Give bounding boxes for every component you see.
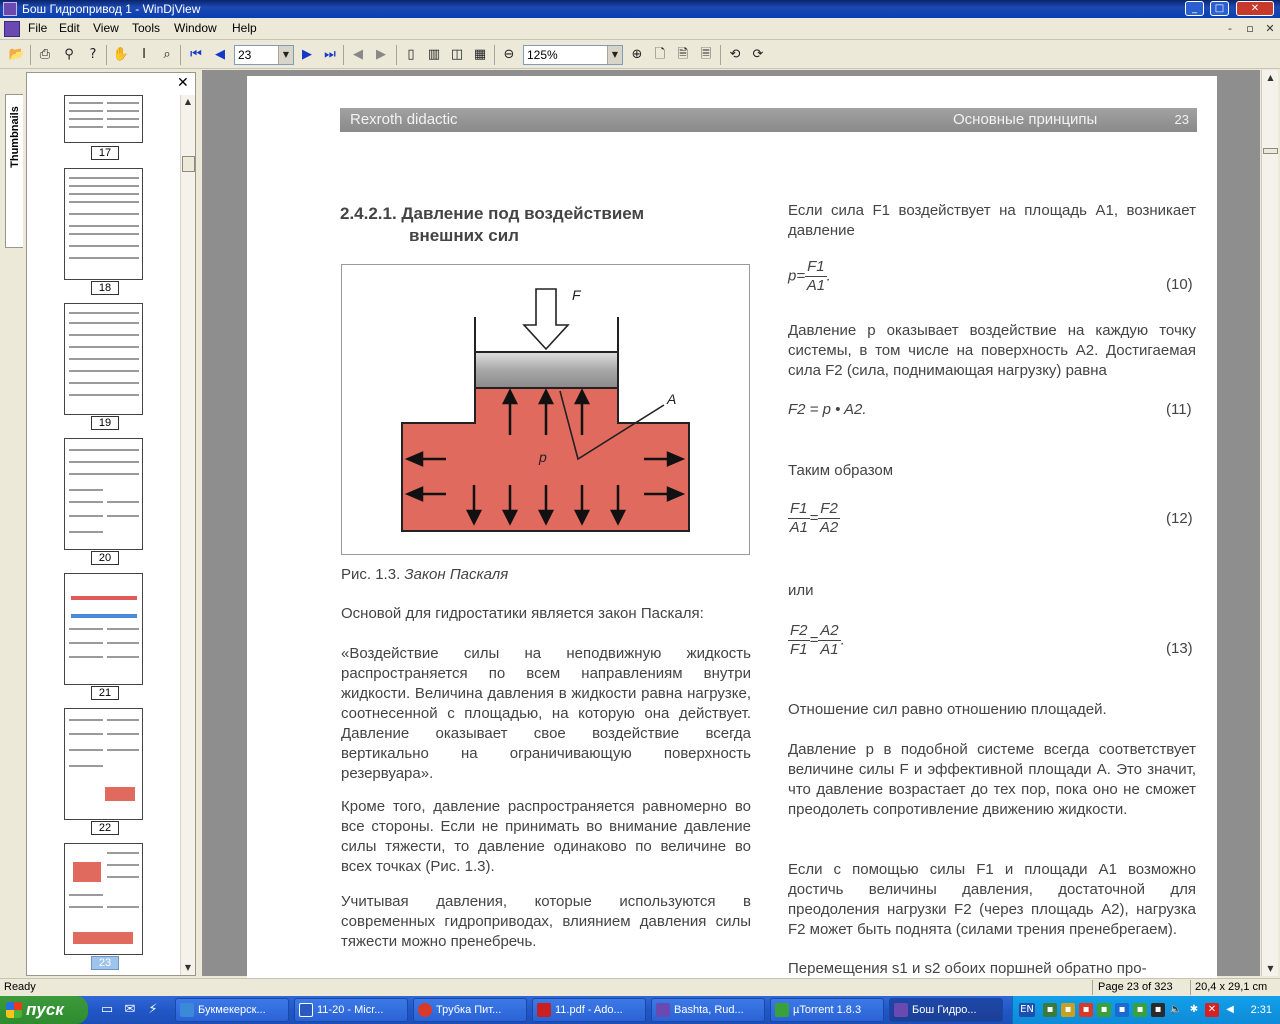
area-label: A (667, 391, 677, 407)
menu-help[interactable]: Help (232, 21, 257, 35)
actual-size-icon[interactable]: 🗋 (654, 47, 666, 62)
task-label: 11-20 - Micr... (317, 1004, 384, 1016)
zoom-value: 125% (527, 48, 558, 62)
zoom-in-icon[interactable]: ⊕ (631, 47, 643, 62)
scroll-down-icon[interactable]: ▼ (184, 963, 192, 972)
facing-pages-icon[interactable]: ◫ (450, 47, 464, 62)
sidebar-tabs (2, 72, 24, 978)
eq12-n1: F1 (790, 500, 808, 517)
task-label: 11.pdf - Ado... (555, 1004, 623, 1016)
separator (720, 45, 721, 65)
equation-10 (788, 258, 831, 295)
language-indicator[interactable]: EN (1020, 1004, 1034, 1015)
paragraph: Перемещения s1 и s2 обоих поршней обратно про- (788, 960, 1147, 976)
thumbnail-page-23[interactable] (64, 843, 143, 955)
menu-view[interactable]: View (93, 21, 119, 35)
thumbnail-page-21[interactable] (64, 573, 143, 685)
utorrent-icon (775, 1003, 789, 1017)
eq10-lhs: p= (788, 267, 806, 285)
viewer-scrollbar[interactable] (1261, 70, 1278, 976)
previous-page-icon[interactable]: ◀ (215, 47, 225, 62)
thumbnail-label[interactable]: 19 (91, 416, 119, 430)
separator (30, 45, 31, 65)
eq13-d1: F1 (790, 641, 808, 658)
tray-icon[interactable]: ▪ (1115, 1003, 1129, 1017)
paragraph: Отношение сил равно отношению площадей. (788, 701, 1107, 718)
thumbnail-page-17[interactable] (64, 95, 143, 143)
eq10-tail: . (826, 267, 831, 285)
menu-edit[interactable]: Edit (59, 21, 80, 35)
paragraph: Если с помощью силы F1 и площади A1 возможно достичь величины давления, достаточной для преодоления нагрузки F2 (через площадь A2), нагрузка F2 может быть поднята (силами трения пренебрегаем). (788, 861, 1196, 938)
help-icon[interactable]: ? (89, 47, 97, 62)
paragraph: Давление p оказывает воздействие на каждую точку системы, в том числе на поверхность A2. Достигаемая сила F2 (сила, поднимающая нагрузку) равна (788, 322, 1196, 379)
paragraph: или (788, 582, 814, 599)
tab-thumbnails-label: Thumbnails (9, 106, 21, 168)
browser-icon (180, 1003, 194, 1017)
eq13-n2: A2 (820, 622, 839, 639)
eq13-d2: A1 (820, 641, 839, 658)
paragraph: Основой для гидростатики является закон Паскаля: (341, 605, 704, 622)
separator (494, 45, 495, 65)
paragraph: Давление p в подобной системе всегда соответствует величине силы F и эффективной площади A. Это значит, что давление возрастает до тех пор, пока оно не сможет преодолеть сопротивление движению жидкости. (788, 741, 1196, 818)
thumbnail-label[interactable]: 21 (91, 686, 119, 700)
tab-thumbnails[interactable] (5, 94, 23, 248)
eq12-d1: A1 (789, 519, 808, 536)
chevron-down-icon[interactable]: ▼ (607, 46, 622, 64)
fit-width-icon[interactable]: 🗎 (677, 47, 689, 62)
header-publisher: Rexroth didactic (350, 111, 458, 128)
task-button[interactable] (770, 998, 884, 1022)
task-label: µTorrent 1.8.3 (793, 1004, 862, 1016)
section-title-line-2: внешних сил (409, 226, 519, 245)
figure-caption (341, 566, 508, 583)
equation-13 (788, 622, 845, 659)
quicklaunch-icon[interactable]: ⚡ (148, 1002, 158, 1017)
status-page: Page 23 of 323 (1098, 981, 1173, 993)
toolbar (0, 41, 1280, 69)
eq12-n2: F2 (820, 500, 838, 517)
eq13-n1: F2 (790, 622, 808, 639)
status-text: Ready (4, 981, 36, 993)
equation-number: (11) (1166, 401, 1192, 418)
menu-window[interactable]: Window (174, 21, 217, 35)
forward-icon[interactable]: ▶ (376, 47, 386, 62)
thumbnail-label[interactable]: 18 (91, 281, 119, 295)
open-icon[interactable]: 📂 (8, 47, 26, 62)
mdi-minimize-button[interactable]: - (1228, 22, 1232, 35)
paragraph: Учитывая давления, которые используются в современных гидроприводах, влиянием давления силы тяжести можно пренебречь. (341, 893, 751, 950)
separator (396, 45, 397, 65)
task-label: Bashta, Rud... (674, 1004, 744, 1016)
separator (343, 45, 344, 65)
print-icon[interactable]: ⎙ (39, 47, 51, 62)
caption-prefix: Рис. 1.3. (341, 566, 401, 583)
eq10-denominator: A1 (806, 277, 826, 294)
mdi-restore-button[interactable]: ▫ (1246, 22, 1254, 35)
continuous-icon[interactable]: ▥ (427, 47, 441, 62)
document-icon[interactable] (4, 21, 20, 37)
thumbnail-label-selected[interactable]: 23 (91, 956, 119, 970)
page-number-select[interactable] (234, 45, 294, 65)
section-title (340, 203, 644, 247)
pascal-law-figure (341, 264, 750, 555)
app-icon (3, 2, 17, 16)
zoom-out-icon[interactable]: ⊖ (503, 47, 515, 62)
title-bar (0, 0, 1280, 18)
tray-icon[interactable]: ▪ (1097, 1003, 1111, 1017)
tray-icon[interactable]: ▪ (1151, 1003, 1165, 1017)
close-button[interactable]: ✕ (1236, 1, 1274, 16)
mdi-close-button[interactable]: ✕ (1265, 22, 1275, 35)
thumbnail-label[interactable]: 22 (91, 821, 119, 835)
bluetooth-icon[interactable]: ✱ (1189, 1004, 1199, 1015)
menu-file[interactable]: File (28, 21, 48, 35)
next-page-icon[interactable]: ▶ (302, 47, 312, 62)
eq13-equals: = (809, 631, 819, 649)
start-button[interactable] (0, 996, 88, 1024)
eq13-tail: . (840, 631, 845, 649)
task-label: Трубка Пит... (436, 1004, 502, 1016)
header-chapter: Основные принципы (953, 111, 1098, 128)
first-page-icon[interactable]: ⏮ (190, 47, 202, 62)
eq10-numerator: F1 (807, 258, 825, 275)
word-icon (299, 1003, 313, 1017)
pdf-icon (537, 1003, 551, 1017)
menu-tools[interactable]: Tools (132, 21, 161, 35)
equation-11: F2 = p • A2. (788, 401, 867, 418)
start-label: пуск (26, 1000, 64, 1019)
tray-icon[interactable]: ▪ (1061, 1003, 1075, 1017)
paragraph: «Воздействие силы на неподвижную жидкость распространяется по всем направлениям внутри жидкости. Величина давления в жидкости равна нагрузке, соотнесенной с площадью, на которую она действует. Давление оказывает свое воздействие всегда вертикально на ограничивающую поверхность резервуара». (341, 645, 751, 782)
header-page-number: 23 (1174, 112, 1189, 127)
scroll-up-icon[interactable]: ▲ (184, 97, 192, 106)
thumbnail-page-18[interactable] (64, 168, 143, 280)
outlook-icon[interactable]: ✉ (124, 1002, 136, 1017)
single-page-icon[interactable]: ▯ (407, 47, 415, 62)
taskbar (0, 996, 1280, 1024)
thumbnail-page-20[interactable] (64, 438, 143, 550)
task-label: Букмекерск... (198, 1004, 266, 1016)
find-icon[interactable]: ⚲ (64, 47, 74, 62)
window-title: Бош Гидропривод 1 - WinDjView (22, 2, 201, 16)
task-button-active[interactable] (889, 998, 1003, 1022)
rotate-left-icon[interactable]: ⟲ (729, 47, 741, 62)
tray-icon[interactable]: ▪ (1133, 1003, 1147, 1017)
tray-icon[interactable]: ✕ (1205, 1003, 1219, 1017)
windows-logo-icon (6, 1002, 22, 1018)
zoom-tool-icon[interactable]: ⌕ (163, 47, 171, 62)
hand-tool-icon[interactable]: ✋ (112, 47, 130, 62)
equation-number: (12) (1166, 510, 1193, 527)
pressure-label: p (539, 449, 547, 465)
equation-12 (788, 500, 840, 537)
tray-icon[interactable]: ▪ (1043, 1003, 1057, 1017)
tray-icon[interactable]: ▪ (1079, 1003, 1093, 1017)
thumbnail-label[interactable]: 17 (91, 146, 119, 160)
paragraph: Таким образом (788, 462, 894, 479)
eq12-d2: A2 (819, 519, 839, 536)
section-title-line-1: 2.4.2.1. Давление под воздействием (340, 204, 645, 223)
thumbnails-scrollbar[interactable] (180, 95, 195, 975)
task-button[interactable] (651, 998, 765, 1022)
menu-bar (0, 18, 1280, 40)
scroll-down-icon[interactable]: ▼ (1267, 964, 1274, 973)
minimize-button[interactable]: _ (1185, 1, 1204, 16)
close-icon[interactable]: ✕ (177, 75, 189, 91)
separator (106, 45, 107, 65)
zoom-select[interactable] (523, 45, 623, 65)
pascal-diagram (342, 265, 749, 554)
opera-icon (418, 1003, 432, 1017)
paragraph: Кроме того, давление распространяется равномерно во все стороны. Если не принимать во внимание давление силы тяжести, то давление одинаково по величине во всех точках (Рис. 1.3). (341, 798, 751, 875)
system-tray (1012, 996, 1280, 1024)
continuous-facing-icon[interactable]: ▦ (473, 47, 487, 62)
page-number-value: 23 (238, 48, 252, 62)
thumbnail-label[interactable]: 20 (91, 551, 119, 565)
last-page-icon[interactable]: ⏭ (324, 47, 336, 62)
task-button[interactable] (294, 998, 408, 1022)
eq12-equals: = (809, 509, 819, 527)
back-icon[interactable]: ◀ (353, 47, 363, 62)
thumbnails-panel (26, 72, 196, 976)
maximize-button[interactable]: □ (1210, 1, 1229, 16)
select-tool-icon[interactable]: I (142, 47, 146, 62)
thumbnail-page-19[interactable] (64, 303, 143, 415)
scroll-up-icon[interactable]: ▲ (1267, 73, 1274, 82)
djview-icon (656, 1003, 670, 1017)
show-desktop-icon[interactable]: ▭ (100, 1002, 114, 1017)
paragraph: Если сила F1 воздействует на площадь A1, возникает давление (788, 202, 1196, 239)
clock: 2:31 (1250, 1004, 1272, 1016)
djview-icon (894, 1003, 908, 1017)
chevron-down-icon[interactable]: ▼ (278, 46, 293, 64)
equation-number: (10) (1166, 276, 1193, 293)
fit-page-icon[interactable]: 🗏 (700, 47, 712, 62)
caption-title: Закон Паскаля (404, 566, 509, 583)
scroll-thumb[interactable] (1263, 148, 1278, 154)
task-label: Бош Гидро... (912, 1004, 977, 1016)
task-button[interactable] (532, 998, 646, 1022)
thumbnail-page-22[interactable] (64, 708, 143, 820)
rotate-right-icon[interactable]: ⟳ (752, 47, 764, 62)
status-page-size: 20,4 x 29,1 cm (1195, 981, 1268, 993)
force-label: F (572, 287, 581, 303)
volume-icon[interactable]: 🔈 (1169, 1004, 1183, 1015)
scroll-thumb[interactable] (182, 156, 195, 172)
task-button[interactable] (413, 998, 527, 1022)
status-bar (0, 978, 1280, 996)
task-button[interactable] (175, 998, 289, 1022)
speaker-icon[interactable]: ◀ (1226, 1004, 1234, 1015)
equation-number: (13) (1166, 640, 1193, 657)
page-header-bar (340, 108, 1197, 132)
separator (180, 45, 181, 65)
